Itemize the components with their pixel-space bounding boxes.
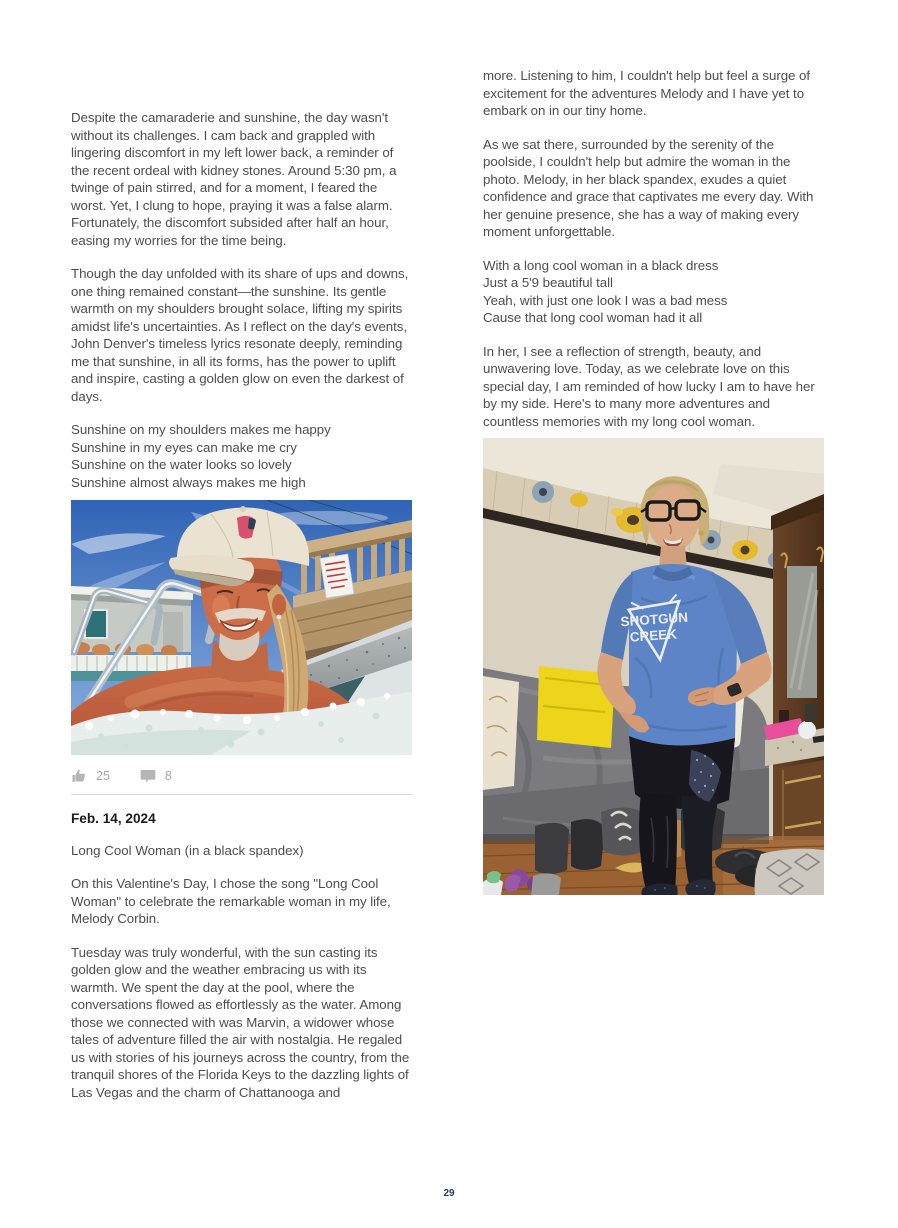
- woman-photo-illustration: [483, 438, 824, 895]
- paragraph: On this Valentine's Day, I chose the song "Long Cool Woman" to celebrate the remarkable woman in my life, Melody Corbin.: [71, 876, 391, 926]
- entry-divider: [71, 794, 412, 795]
- paragraph: In her, I see a reflection of strength, beauty, and unwavering love. Today, as we celebrate love on this special day, I am reminded of how lucky I am to have her by my side. Here's to many more adventures and countless memories with my long cool woman.: [483, 343, 815, 429]
- right-column: [483, 67, 824, 895]
- shirt-text-line2: CREEK: [629, 626, 678, 645]
- song-title: Long Cool Woman (in a black spandex): [71, 842, 304, 858]
- woman-rv-photo: [483, 438, 824, 895]
- photo-stats-row: [71, 768, 412, 784]
- lyric-line: Sunshine almost always makes me high: [71, 474, 306, 490]
- hot-tub-photo-illustration: [71, 500, 412, 755]
- lyric-line: With a long cool woman in a black dress: [483, 257, 719, 273]
- area-rug: [755, 849, 824, 895]
- lyric-line: Sunshine in my eyes can make me cry: [71, 439, 297, 455]
- lyric-line: Sunshine on the water looks so lovely: [71, 457, 292, 472]
- likes-count: 25: [96, 769, 110, 783]
- comment-bubble-icon: [140, 768, 156, 784]
- lyric-line: Sunshine on my shoulders makes me happy: [71, 422, 331, 437]
- lyric-line: Yeah, with just one look I was a bad mess: [483, 292, 728, 308]
- page-number: 29: [443, 1188, 455, 1199]
- shirt-text-line1: SHOTGUN: [620, 609, 689, 630]
- comments-group: [140, 768, 172, 784]
- comments-count: 8: [164, 769, 172, 783]
- lyric-line: Just a 5'9 beautiful tall: [483, 275, 613, 290]
- paragraph: As we sat there, surrounded by the serenity of the poolside, I couldn't help but admire the woman in the photo. Melody, in her black spandex, exudes a quiet confidence and grace that captivates me every day. With her genuine presence, she has a way of making every moment unforgettable.: [483, 136, 814, 239]
- long-cool-woman-lyrics: [483, 257, 824, 327]
- likes-group: [71, 768, 110, 784]
- entry-date-heading: Feb. 14, 2024: [71, 811, 156, 826]
- paragraph: Though the day unfolded with its share of ups and downs, one thing remained constant—the sunshine. Its gentle warmth on my shoulders brought solace, lifting my spirits amidst life's uncertainties. As I reflect on the day's events, John Denver's timeless lyrics resonate deeply, reminding me that sunshine, in all its forms, has the power to uplift and inspire, casting a golden glow on even the darkest of days.: [71, 266, 409, 404]
- cream-pillow: [483, 676, 519, 790]
- lyric-line: Cause that long cool woman had it all: [483, 310, 703, 325]
- thumbs-up-icon: [71, 768, 87, 784]
- paragraph: more. Listening to him, I couldn't help but feel a surge of excitement for the adventures Melody and I have yet to embark on in our tiny home.: [483, 68, 811, 118]
- railing-sign: [320, 554, 354, 598]
- sunshine-lyrics: [71, 421, 412, 491]
- hot-tub-selfie-photo: [71, 500, 412, 755]
- left-column: [71, 109, 412, 1117]
- paragraph: Tuesday was truly wonderful, with the sun casting its golden glow and the weather embracing us with its warmth. We spent the day at the pool, where the conversations flowed as effortlessly as the water. Among those we connected with was Marvin, a widower whose tales of adventure filled the air with nostalgia. He regaled us with stories of his journeys across the country, from the tranquil shores of the Florida Keys to the dazzling lights of Las Vegas and the charm of Chattanooga and: [71, 944, 410, 1100]
- paragraph: Despite the camaraderie and sunshine, the day wasn't without its challenges. I cam back and grappled with lingering discomfort in my left lower back, a reminder of the recent ordeal with kidney stones. Around 5:30 pm, a twinge of pain stirred, and for a moment, I feared the worst. Yet, I clung to hope, praying it was a false alarm. Fortunately, the discomfort subsided after half an hour, easing my worries for the time being.: [71, 110, 397, 248]
